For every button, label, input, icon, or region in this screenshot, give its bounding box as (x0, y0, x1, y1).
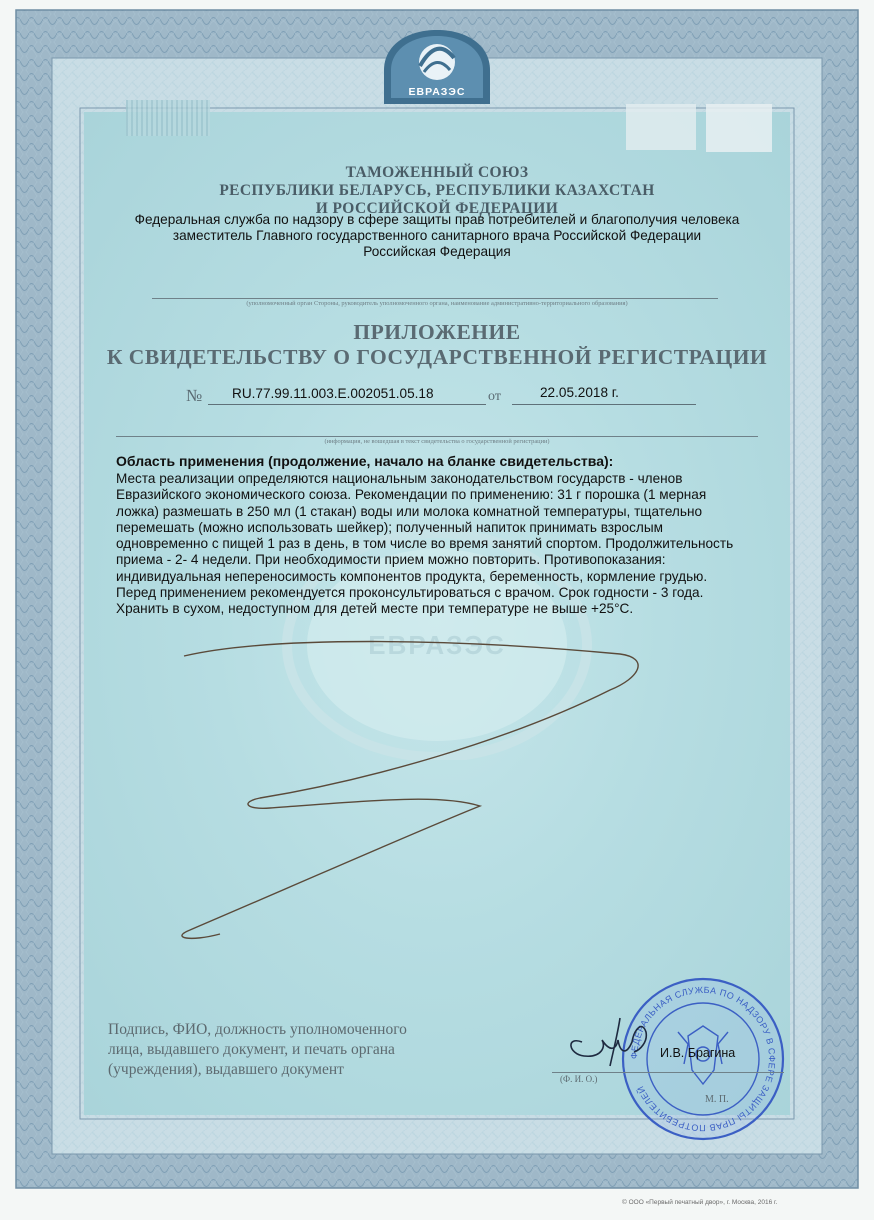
scope-line: Евразийского экономического союза. Рекомендации по применению: 31 г порошка (1 мерная (116, 487, 707, 503)
watermark-text: ЕВРАЗЭС (368, 630, 506, 660)
signatory-name: И.В. Брагина (660, 1046, 736, 1060)
authority-line: Федеральная служба по надзору в сфере защиты прав потребителей и благополучия человека (134, 212, 740, 227)
scope-line: перемешать (можно использовать шейкер); полученный напиток принимать взрослым (116, 519, 663, 535)
authority-rule (152, 298, 718, 299)
registration-number-rule (208, 404, 486, 405)
fio-caption: (Ф. И. О.) (560, 1074, 598, 1084)
stamp-text: ФЕДЕРАЛЬНАЯ СЛУЖБА ПО НАДЗОРУ В СФЕРЕ ЗАЩИТЫ ПРАВ ПОТРЕБИТЕЛЕЙ (628, 984, 778, 1134)
security-strip (126, 100, 210, 136)
registration-from-label: от (488, 389, 501, 404)
union-title (110, 164, 764, 218)
hologram-patch-left (626, 104, 696, 150)
issuing-authority (100, 212, 774, 260)
registration-date: 22.05.2018 г. (540, 385, 619, 400)
authority-caption: (уполномоченный орган Стороны, руководитель уполномоченного органа, наименование административно-территориального образования) (246, 300, 628, 307)
document-heading (90, 320, 784, 370)
union-title-line: РЕСПУБЛИКИ БЕЛАРУСЬ, РЕСПУБЛИКИ КАЗАХСТАН (219, 182, 655, 199)
hologram-patch-right (706, 104, 772, 152)
info-caption: (информация, не вошедшая в текст свидетельства о государственной регистрации) (324, 438, 550, 445)
scope-line: Перед применением рекомендуется проконсультироваться с врачом. Срок годности - 3 года. (116, 585, 704, 601)
authority-line: Российская Федерация (363, 244, 511, 259)
handwritten-signature (562, 1012, 662, 1072)
cancellation-stroke (150, 630, 670, 960)
registration-number-label: № (186, 386, 203, 405)
scope-line: одновременно с пищей 1 раз в день, в том числе во время занятий спортом. Продолжительность (116, 536, 734, 552)
signature-caption-line: (учреждения), выдавшего документ (108, 1061, 344, 1078)
scope-line: приема - 2- 4 недели. При необходимости прием можно повторить. Противопоказания: (116, 552, 666, 568)
registration-number: RU.77.99.11.003.E.002051.05.18 (232, 386, 434, 401)
scope-line: Места реализации определяются национальным законодательством государств - членов (116, 471, 683, 486)
signatory-rule (552, 1072, 784, 1073)
seal-place-label: М. П. (705, 1094, 729, 1105)
printer-copyright: © ООО «Первый печатный двор», г. Москва, 2016 г. (622, 1199, 778, 1206)
scope-line: ложка) размешать в 250 мл (1 стакан) воды или молока комнатной температуры, тщательно (116, 503, 703, 519)
union-title-line: И РОССИЙСКОЙ ФЕДЕРАЦИИ (315, 200, 559, 217)
signature-caption (108, 1020, 488, 1080)
authority-line: заместитель Главного государственного санитарного врача Российской Федерации (172, 228, 702, 243)
scope-heading: Область применения (продолжение, начало на бланке свидетельства): (116, 453, 614, 469)
union-title-line: ТАМОЖЕННЫЙ СОЮЗ (345, 164, 529, 181)
signature-caption-line: Подпись, ФИО, должность уполномоченного (108, 1021, 407, 1038)
emblem-label: ЕВРАЗЭС (408, 86, 466, 98)
signature-caption-line: лица, выдавшего документ, и печать органа (108, 1041, 395, 1058)
registration-date-rule (512, 404, 696, 405)
scope-line: Хранить в сухом, недоступном для детей месте при температуре не выше +25°С. (116, 601, 634, 617)
heading-line-2: К СВИДЕТЕЛЬСТВУ О ГОСУДАРСТВЕННОЙ РЕГИСТРАЦИИ (106, 345, 768, 369)
heading-line-1: ПРИЛОЖЕНИЕ (353, 320, 521, 344)
scope-line: индивидуальная непереносимость компонентов продукта, беременность, кормление грудью. (116, 568, 708, 584)
info-rule (116, 436, 758, 437)
scope-body (116, 471, 756, 618)
